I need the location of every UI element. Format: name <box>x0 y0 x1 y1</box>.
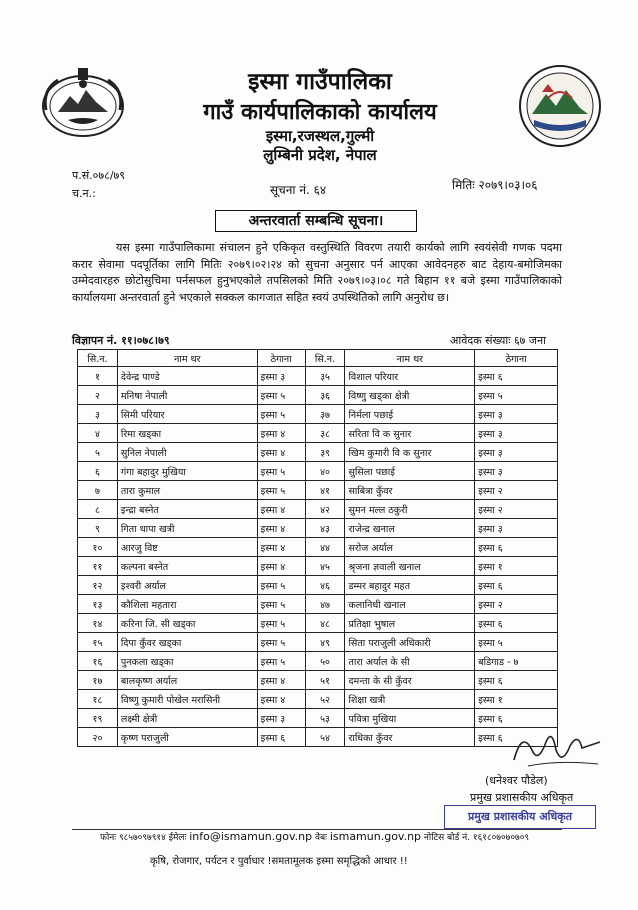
address-cell: इस्मा ६ <box>475 728 558 747</box>
name-cell: विष्णु खड्का क्षेत्री <box>345 386 475 405</box>
serial-number-cell: १४ <box>78 614 118 633</box>
serial-number-cell: ३७ <box>305 405 345 424</box>
name-cell: सरोज अर्याल <box>345 538 475 557</box>
name-cell: दिपा कुँवर खड्का <box>117 633 257 652</box>
name-cell: करिना जि. सी खड्का <box>117 614 257 633</box>
name-cell: कल्पना बस्नेत <box>117 557 257 576</box>
column-header: सि.न. <box>305 350 345 367</box>
serial-number-cell: ९ <box>78 519 118 538</box>
serial-number-cell: १२ <box>78 576 118 595</box>
footer-web-label: वेबः <box>314 833 327 843</box>
address-cell: इस्मा ५ <box>257 576 305 595</box>
table-row <box>78 386 558 405</box>
serial-number-cell: १८ <box>78 690 118 709</box>
address-cell: इस्मा २ <box>475 481 558 500</box>
table-row <box>78 595 558 614</box>
address-cell: इस्मा ६ <box>257 728 305 747</box>
dispatch-number: च.न.: <box>72 187 96 200</box>
column-header: सि.न. <box>78 350 118 367</box>
name-cell: आरजु विष्ट <box>117 538 257 557</box>
serial-number-cell: ११ <box>78 557 118 576</box>
name-cell: शिक्षा खत्री <box>345 690 475 709</box>
address-cell: इस्मा २ <box>475 595 558 614</box>
table-row <box>78 576 558 595</box>
table-row <box>78 519 558 538</box>
address-cell: इस्मा ४ <box>257 500 305 519</box>
serial-number-cell: ५१ <box>305 671 345 690</box>
address-cell: इस्मा ३ <box>257 709 305 728</box>
address-cell: इस्मा ४ <box>257 538 305 557</box>
name-cell: देवेन्द्र पाण्डे <box>117 367 257 386</box>
office-name: गाउँ कार्यपालिकाको कार्यालय <box>203 100 437 125</box>
serial-number-cell: २ <box>78 386 118 405</box>
footer-email-label: ईमेलः <box>168 833 187 843</box>
table-row <box>78 443 558 462</box>
serial-number-cell: ३८ <box>305 424 345 443</box>
name-cell: पुनकला खड्का <box>117 652 257 671</box>
name-cell: खिम कुमारी वि क सुनार <box>345 443 475 462</box>
serial-number-cell: ४७ <box>305 595 345 614</box>
name-cell: राजेन्द्र खनाल <box>345 519 475 538</box>
serial-number-cell: ४३ <box>305 519 345 538</box>
serial-number-cell: १ <box>78 367 118 386</box>
name-cell: इश्वरी अर्याल <box>117 576 257 595</box>
serial-number-cell: ३ <box>78 405 118 424</box>
advertisement-number: विज्ञापन नं. ११।०७८।७९ <box>72 334 170 347</box>
serial-number-cell: ५० <box>305 652 345 671</box>
table-row <box>78 690 558 709</box>
address-cell: इस्मा ३ <box>257 367 305 386</box>
table-row <box>78 671 558 690</box>
address-cell: इस्मा ६ <box>475 709 558 728</box>
table-row <box>78 728 558 747</box>
serial-number-cell: ५२ <box>305 690 345 709</box>
official-stamp: प्रमुख प्रशासकीय अधिकृत <box>444 805 596 829</box>
name-cell: सुमन मल्ल ठकुरी <box>345 500 475 519</box>
notice-number: सूचना नं. ६४ <box>270 183 327 197</box>
serial-number-cell: ४६ <box>305 576 345 595</box>
serial-number-cell: ४५ <box>305 557 345 576</box>
serial-number-cell: ४८ <box>305 614 345 633</box>
serial-number-cell: १६ <box>78 652 118 671</box>
name-cell: तारा कुमाल <box>117 481 257 500</box>
serial-number-cell: ५ <box>78 443 118 462</box>
name-cell: श्रृजना ज्ञवाली खनाल <box>345 557 475 576</box>
footer-phone: फोनः ९८५७०९७९१४ <box>100 833 166 843</box>
name-cell: विशाल परियार <box>345 367 475 386</box>
serial-number-cell: ४९ <box>305 633 345 652</box>
serial-number-cell: ३५ <box>305 367 345 386</box>
address-cell: इस्मा १ <box>475 690 558 709</box>
column-header: नाम थर <box>345 350 475 367</box>
address-cell: इस्मा २ <box>475 500 558 519</box>
address-cell: इस्मा ४ <box>257 443 305 462</box>
serial-number-cell: ६ <box>78 462 118 481</box>
table-row <box>78 633 558 652</box>
handwritten-signature-icon <box>508 720 608 780</box>
signatory-name: (धनेश्वर पौडेल) <box>485 774 548 787</box>
address-cell: इस्मा ४ <box>257 519 305 538</box>
table-row <box>78 462 558 481</box>
name-cell: मनिषा नेपाली <box>117 386 257 405</box>
footer-notice-board: नोटिस बोर्ड नं. १६१८०७०७०७०९ <box>423 833 530 843</box>
address-cell: इस्मा ४ <box>257 424 305 443</box>
table-row <box>78 500 558 519</box>
name-cell: बालकृष्ण अर्याल <box>117 671 257 690</box>
municipality-logo-icon <box>518 64 602 148</box>
table-row <box>78 424 558 443</box>
name-cell: गिता थापा खत्री <box>117 519 257 538</box>
address-cell: इस्मा ६ <box>475 367 558 386</box>
name-cell: सुनिल नेपाली <box>117 443 257 462</box>
name-cell: कृष्ण पराजुली <box>117 728 257 747</box>
column-header: ठेगाना <box>257 350 305 367</box>
address-cell: इस्मा ६ <box>475 576 558 595</box>
candidate-table <box>77 349 558 747</box>
table-row <box>78 614 558 633</box>
address-cell: इस्मा ३ <box>475 519 558 538</box>
name-cell: पवित्रा मुखिया <box>345 709 475 728</box>
serial-number-cell: ३६ <box>305 386 345 405</box>
footer-email[interactable]: info@ismamun.gov.np <box>189 830 313 843</box>
name-cell: दमन्ता के सी कुँवर <box>345 671 475 690</box>
footer-website[interactable]: ismamun.gov.np <box>329 830 422 843</box>
footer-contact <box>100 830 529 843</box>
address-cell: इस्मा ५ <box>257 386 305 405</box>
nepal-emblem-icon <box>38 60 128 142</box>
name-cell: रिमा खड्का <box>117 424 257 443</box>
name-cell: सरिता वि क सुनार <box>345 424 475 443</box>
name-cell: साबित्रा कुँवर <box>345 481 475 500</box>
serial-number-cell: २० <box>78 728 118 747</box>
address-cell: इस्मा ५ <box>257 633 305 652</box>
serial-number-cell: ८ <box>78 500 118 519</box>
address-cell: इस्मा ५ <box>257 462 305 481</box>
address-cell: इस्मा ५ <box>257 481 305 500</box>
column-header: नाम थर <box>117 350 257 367</box>
serial-number-cell: ३९ <box>305 443 345 462</box>
table-row <box>78 367 558 386</box>
serial-number-cell: ४० <box>305 462 345 481</box>
reference-number: प.सं.०७८/७९ <box>72 169 125 182</box>
address-cell: इस्मा ५ <box>257 405 305 424</box>
notice-body: यस इस्मा गाउँपालिकामा संचालन हुने एकिकृत वस्तुस्थिति विवरण तयारी कार्यको लागि स्वयंसेवी गणक पदमा करार सेवामा पदपूर्तिका लागि मितिः २०७९।०२।२४ को सुचना अनुसार पर्न आएका आवेदनहरु बाट देहाय-बमोजिमका उम्मेदवारहरु छोटोसुचिमा पर्नसफल हुनुभएकोले तपसिलको मिति २०७९।०३।०८ गते बिहान ११ बजे इस्मा गाउँपालिकाको कार्यालयमा अन्तरवार्ता हुने भएकाले सक्कल कागजात सहित स्वयं उपस्थितिको लागि अनुरोध छ। <box>72 241 562 304</box>
address-cell: इस्मा ६ <box>475 614 558 633</box>
address-cell: इस्मा ६ <box>475 538 558 557</box>
table-row <box>78 652 558 671</box>
footer-motto: कृषि, रोजगार, पर्यटन र पुर्वाधार !समतामूलक इस्मा समृद्धिको आधार !! <box>150 856 408 867</box>
name-cell: सुसिला पछाई <box>345 462 475 481</box>
municipality-name: इस्मा गाउँपालिका <box>248 69 392 95</box>
table-row <box>78 538 558 557</box>
serial-number-cell: ७ <box>78 481 118 500</box>
name-cell: सिमी परियार <box>117 405 257 424</box>
serial-number-cell: ४२ <box>305 500 345 519</box>
address-cell: इस्मा ४ <box>257 671 305 690</box>
address-cell: इस्मा ५ <box>475 386 558 405</box>
name-cell: डम्मर बहादुर महत <box>345 576 475 595</box>
office-address: इस्मा,रजस्थल,गुल्मी <box>265 127 375 145</box>
table-row <box>78 557 558 576</box>
applicant-count: आवेदक संख्याः ६७ जना <box>450 334 547 347</box>
name-cell: तारा अर्याल के सी <box>345 652 475 671</box>
table-header-row <box>78 350 558 367</box>
serial-number-cell: १९ <box>78 709 118 728</box>
name-cell: निर्मला पछाई <box>345 405 475 424</box>
address-cell: इस्मा ३ <box>475 405 558 424</box>
address-cell: इस्मा ३ <box>475 443 558 462</box>
serial-number-cell: १५ <box>78 633 118 652</box>
serial-number-cell: १७ <box>78 671 118 690</box>
name-cell: सिता पराजुली अधिकारी <box>345 633 475 652</box>
name-cell: कौशिला महतारा <box>117 595 257 614</box>
address-cell: बडिगाड - ७ <box>475 652 558 671</box>
province-name: लुम्बिनी प्रदेश, नेपाल <box>263 146 377 164</box>
table-row <box>78 709 558 728</box>
name-cell: लक्ष्मी क्षेत्री <box>117 709 257 728</box>
table-row <box>78 405 558 424</box>
name-cell: इन्द्रा बस्नेत <box>117 500 257 519</box>
address-cell: इस्मा १ <box>475 557 558 576</box>
signatory-position: प्रमुख प्रशासकीय अधिकृत <box>470 791 574 804</box>
name-cell: राधिका कुँवर <box>345 728 475 747</box>
table-row <box>78 481 558 500</box>
serial-number-cell: ४४ <box>305 538 345 557</box>
serial-number-cell: ४१ <box>305 481 345 500</box>
address-cell: इस्मा ३ <box>475 462 558 481</box>
address-cell: इस्मा ५ <box>257 652 305 671</box>
notice-title: अन्तरवार्ता सम्बन्धि सूचना। <box>215 210 417 232</box>
address-cell: इस्मा ३ <box>475 424 558 443</box>
column-header: ठेगाना <box>475 350 558 367</box>
notice-date: मितिः २०७९।०३।०६ <box>452 178 538 192</box>
address-cell: इस्मा ५ <box>257 595 305 614</box>
address-cell: इस्मा ६ <box>475 671 558 690</box>
address-cell: इस्मा ५ <box>475 633 558 652</box>
serial-number-cell: ५३ <box>305 709 345 728</box>
name-cell: प्रतिक्षा भुषाल <box>345 614 475 633</box>
serial-number-cell: ५४ <box>305 728 345 747</box>
name-cell: गंगा बहादुर मुखिया <box>117 462 257 481</box>
address-cell: इस्मा ४ <box>257 690 305 709</box>
serial-number-cell: १० <box>78 538 118 557</box>
serial-number-cell: ४ <box>78 424 118 443</box>
address-cell: इस्मा ५ <box>257 614 305 633</box>
name-cell: कलानिधी खनाल <box>345 595 475 614</box>
name-cell: विष्णु कुमारी पोखेल मरासिनी <box>117 690 257 709</box>
address-cell: इस्मा ४ <box>257 557 305 576</box>
serial-number-cell: १३ <box>78 595 118 614</box>
